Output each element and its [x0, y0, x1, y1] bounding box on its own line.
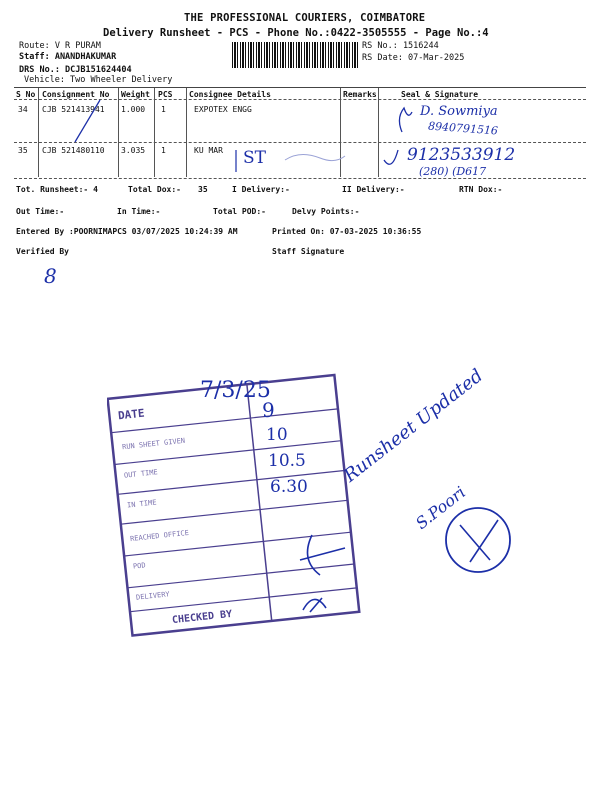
staff-signature: Staff Signature	[272, 247, 345, 256]
entered-by: Entered By :POORNIMAPCS 03/07/2025 10:24:39 AM	[16, 227, 238, 236]
stamp-line: DELIVERY	[135, 590, 171, 602]
i-delivery: I Delivery:-	[232, 185, 290, 194]
printed-on: Printed On: 07-03-2025 10:36:55	[272, 227, 422, 236]
handwritten-note: (280) (D617	[419, 165, 487, 178]
out-time: Out Time:-	[16, 207, 65, 216]
runsheet-subtitle: Delivery Runsheet - PCS - Phone No.:0422-3505555 - Page No.:4	[103, 27, 489, 39]
stamp-line: RUN SHEET GIVEN	[121, 436, 186, 452]
handwritten-st: ST	[243, 148, 266, 168]
verified-mark: 8	[44, 264, 57, 288]
delvy-points: Delvy Points:-	[292, 207, 360, 216]
company-title: THE PROFESSIONAL COURIERS, COIMBATORE	[184, 12, 426, 24]
col-consignment: Consignment No	[42, 90, 110, 99]
col-weight: Weight	[121, 90, 150, 99]
stamp-date-value: 7/3/25	[200, 378, 271, 403]
ii-delivery: II Delivery:-	[342, 185, 405, 194]
signature-name: S.Poori	[412, 482, 470, 533]
handwritten-phone: 8940791516	[427, 119, 499, 138]
stamp-line: IN TIME	[126, 498, 157, 510]
table-row-pcs: 1	[161, 105, 166, 114]
stamp-checked-label: CHECKED BY	[171, 608, 233, 627]
total-dox: Total Dox:-	[128, 185, 181, 194]
handwritten-phone: 9123533912	[407, 145, 516, 165]
stamp-value: 9	[262, 398, 275, 422]
rs-no: RS No.: 1516244	[362, 41, 439, 51]
total-pod: Total POD:-	[213, 207, 266, 216]
in-time: In Time:-	[117, 207, 161, 216]
drs-label: DRS No.: DCJB151624404	[19, 65, 132, 75]
table-row-consignee: EXPOTEX ENGG	[194, 105, 252, 114]
vehicle-label: Vehicle: Two Wheeler Delivery	[24, 75, 173, 85]
stamp-date-label: DATE	[117, 406, 146, 423]
rotated-note: Runsheet Updated	[340, 365, 488, 487]
route-label: Route: V R PURAM	[19, 41, 101, 51]
staff-label: Staff: ANANDHAKUMAR	[19, 52, 117, 62]
col-remarks: Remarks	[343, 90, 377, 99]
total-dox-value: 35	[198, 185, 208, 194]
rtn-dox: RTN Dox:-	[459, 185, 503, 194]
table-row-sno: 34	[18, 105, 28, 114]
table-row-consignment: CJB 521413941	[42, 105, 105, 114]
tot-runsheet: Tot. Runsheet:- 4	[16, 185, 98, 194]
col-consignee: Consignee Details	[189, 90, 271, 99]
table-row-consignment: CJB 521480110	[42, 146, 105, 155]
table-row-pcs: 1	[161, 146, 166, 155]
stamp-line: REACHED OFFICE	[129, 528, 190, 544]
col-sno: S No	[16, 90, 36, 99]
verified-by: Verified By	[16, 247, 69, 256]
col-pcs: PCS	[158, 90, 173, 99]
stamp-value: 10.5	[268, 451, 306, 471]
rs-date: RS Date: 07-Mar-2025	[362, 53, 465, 63]
stamp-line: POD	[132, 561, 147, 571]
stamp-value: 10	[266, 425, 288, 445]
table-row-weight: 1.000	[121, 105, 146, 114]
table-row-weight: 3.035	[121, 146, 146, 155]
handwritten-name: D. Sowmiya	[420, 104, 498, 119]
table-row-sno: 35	[18, 146, 28, 155]
table-row-consignee: KU MAR	[194, 146, 223, 155]
stamp-line: OUT TIME	[123, 468, 159, 480]
stamp-value: 6.30	[270, 477, 308, 497]
col-seal-signature: Seal & Signature	[401, 90, 479, 99]
